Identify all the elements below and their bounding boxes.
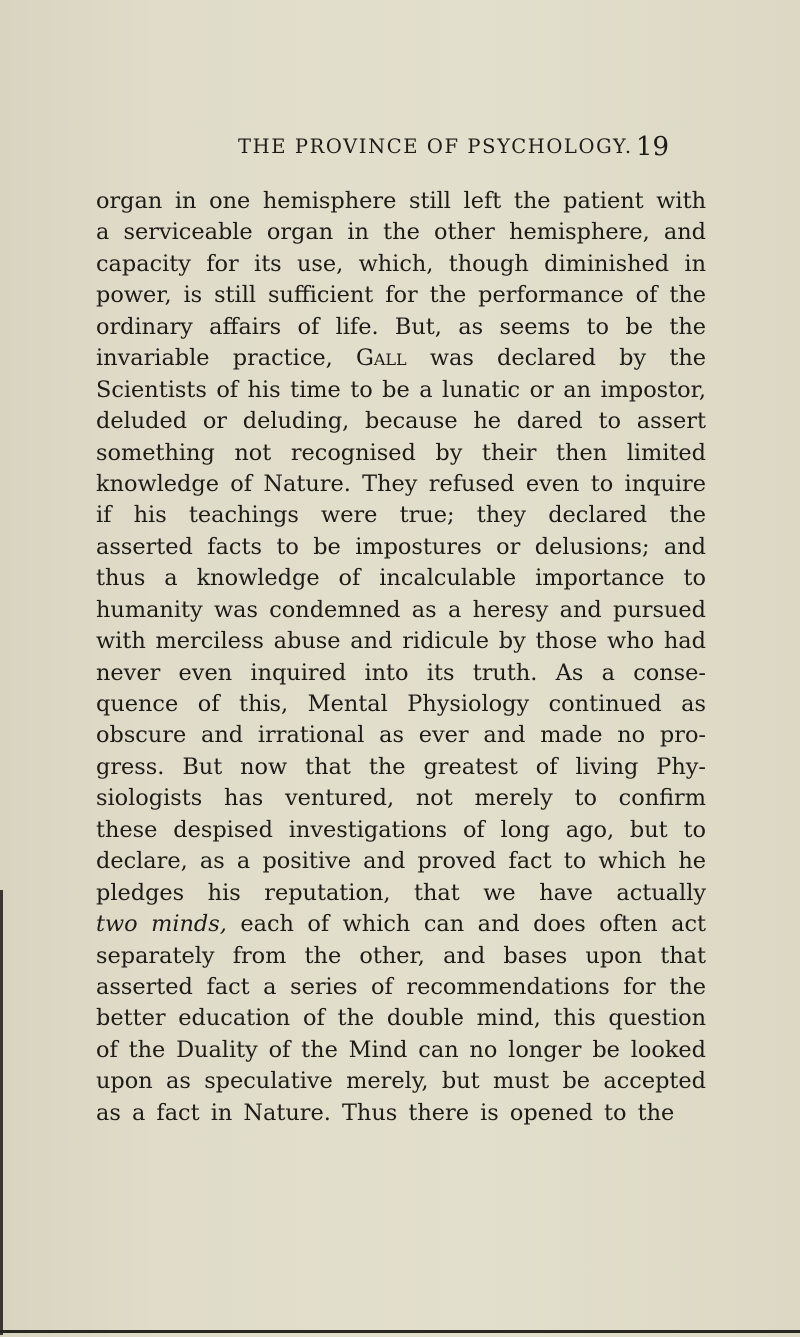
- line-text: thus a knowledge of incalculable importance to: [96, 565, 706, 592]
- text-line: [96, 249, 706, 280]
- text-line: [96, 500, 706, 531]
- line-text: a serviceable organ in the other hemisphere, and: [96, 219, 706, 246]
- line-text: siologists has ventured, not merely to confirm: [96, 785, 706, 812]
- text-line: [96, 280, 706, 311]
- line-text: quence of this, Mental Physiology continued as: [96, 691, 706, 717]
- line-text: of the Duality of the Mind can no longer be looked: [96, 1036, 706, 1063]
- line-text: asserted facts to be impostures or delusions; and: [96, 533, 706, 560]
- text-line: [96, 1066, 706, 1097]
- line-text: gress. But now that the greatest of living Phy-: [96, 753, 706, 780]
- line-text: each of which can and does often act: [240, 911, 706, 938]
- text-line: [96, 1098, 706, 1129]
- line-text: capacity for its use, which, though diminished in: [96, 250, 706, 277]
- body-text: [96, 186, 706, 1129]
- page-header: [0, 132, 800, 165]
- line-text: if his teachings were true; they declared the: [96, 502, 706, 529]
- text-line: [96, 972, 706, 1003]
- line-text: ordinary affairs of life. But, as seems to be the: [96, 313, 706, 340]
- text-line: [96, 532, 706, 563]
- line-text: humanity was condemned as a heresy and pursued: [96, 596, 706, 623]
- text-line: [96, 720, 706, 751]
- text-line: [96, 438, 706, 469]
- text-line: [96, 846, 706, 877]
- text-line: [96, 563, 706, 594]
- page-number: 19: [636, 132, 670, 162]
- text-line: [96, 217, 706, 248]
- line-text: was declared by the: [429, 345, 706, 372]
- text-line: [96, 658, 706, 689]
- line-text: separately from the other, and bases upon that: [96, 942, 706, 969]
- line-text: deluded or deluding, because he dared to assert: [96, 408, 706, 435]
- line-text: with merciless abuse and ridicule by those who had: [96, 628, 706, 655]
- line-text: Scientists of his time to be a lunatic or an impostor,: [96, 376, 706, 403]
- italic-phrase: two minds,: [96, 911, 227, 938]
- line-text: as a fact in Nature. Thus there is opened to the: [96, 1099, 675, 1126]
- line-text: invariable practice,: [96, 345, 333, 372]
- text-line: [96, 752, 706, 783]
- small-caps-name: Gall: [355, 345, 407, 372]
- text-line: [96, 595, 706, 626]
- text-line: [96, 343, 706, 374]
- text-line: [96, 406, 706, 437]
- text-line: [96, 375, 706, 406]
- text-line: [96, 941, 706, 972]
- text-line: [96, 689, 706, 720]
- line-text: pledges his reputation, that we have actually: [96, 879, 706, 906]
- text-line: [96, 626, 706, 657]
- text-line: [96, 1003, 706, 1034]
- line-text: knowledge of Nature. They refused even to inquire: [96, 470, 706, 497]
- line-text: organ in one hemisphere still left the patient with: [96, 188, 706, 214]
- text-line: [96, 909, 706, 940]
- page-bottom-edge: [0, 1330, 800, 1333]
- line-text: these despised investigations of long ago, but to: [96, 816, 706, 843]
- page-edge-shadow: [0, 890, 3, 1335]
- line-text: obscure and irrational as ever and made no pro-: [96, 722, 706, 749]
- text-line: [96, 312, 706, 343]
- line-text: upon as speculative merely, but must be accepted: [96, 1068, 706, 1095]
- line-text: asserted fact a series of recommendations for the: [96, 973, 706, 1000]
- text-line: [96, 469, 706, 500]
- text-line: [96, 878, 706, 909]
- line-text: never even inquired into its truth. As a conse-: [96, 659, 706, 686]
- text-line: [96, 186, 706, 217]
- text-line: [96, 815, 706, 846]
- line-text: something not recognised by their then limited: [96, 439, 706, 466]
- line-text: declare, as a positive and proved fact to which he: [96, 848, 706, 875]
- running-head: THE PROVINCE OF PSYCHOLOGY.: [238, 135, 633, 158]
- line-text: better education of the double mind, this question: [96, 1005, 706, 1032]
- text-line: [96, 783, 706, 814]
- line-text: power, is still sufficient for the performance of the: [96, 282, 706, 309]
- text-line: [96, 1035, 706, 1066]
